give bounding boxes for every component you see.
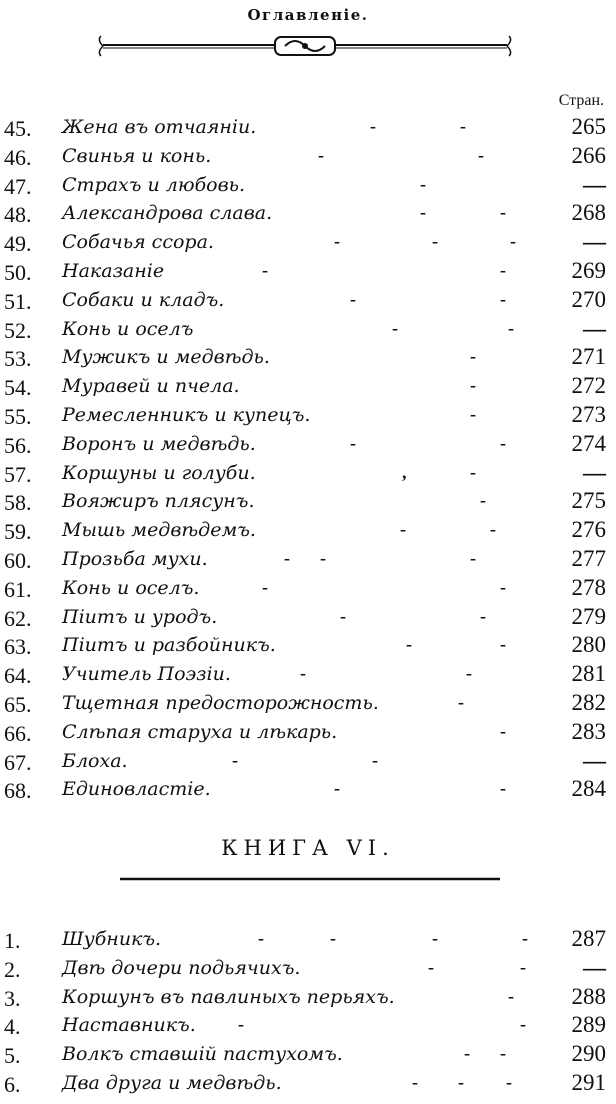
entry-page: 279 [571,603,606,629]
page-column-header: Стран. [558,92,604,109]
toc-entry [0,575,616,604]
entry-title: Собаки и кладъ. [62,288,225,311]
dot-leader: - [490,519,496,540]
dot-leader: - [500,432,506,453]
dot-leader: - [330,928,336,948]
entry-title: Піитъ и уродъ. [62,605,218,628]
dot-leader: - [372,749,378,770]
dot-leader: - [370,116,376,136]
dot-leader: - [500,720,506,741]
entry-number: 54. [4,375,32,401]
entry-number: 1. [4,928,21,953]
dot-leader: - [432,231,438,252]
toc-entry [0,719,616,748]
toc-entry [0,373,616,402]
entry-number: 60. [4,547,32,573]
entry-page: — [583,459,606,485]
entry-page: 287 [571,926,606,951]
dot-leader: - [500,1043,506,1064]
entry-title: Мышь медвѣдемъ. [62,519,256,542]
dot-leader: - [238,1014,244,1035]
entry-number: 2. [4,956,21,982]
toc-entry [0,748,616,777]
entry-title: Вояжиръ плясунъ. [62,490,255,513]
dot-leader: - [412,1071,418,1092]
entry-number: 52. [4,317,32,343]
dot-leader: - [232,749,238,770]
dot-leader: - [522,928,528,948]
entry-number: 64. [4,663,32,689]
entry-page: 280 [571,632,606,658]
entry-page: 265 [571,114,606,139]
toc-entry [0,344,616,373]
entry-title: Конь и оселъ. [62,576,200,599]
dot-leader: - [406,634,412,655]
dot-leader: - [340,605,346,626]
entry-number: 4. [4,1014,21,1040]
entry-page: 272 [571,373,606,399]
entry-title: Два друга и медвѣдь. [62,1071,282,1094]
toc-entry [0,402,616,431]
toc-entry [0,604,616,633]
entry-page: 281 [571,661,606,687]
dot-leader: - [464,1043,470,1064]
dot-leader: - [334,778,340,799]
toc-entry [0,546,616,575]
toc-entry [0,172,616,201]
entry-page: 275 [571,488,606,514]
entry-page: 289 [571,1012,606,1038]
entry-number: 49. [4,231,32,257]
entry-title: Коршунъ въ павлиныхъ перьяхъ. [62,985,395,1008]
toc-entry [0,258,616,287]
dot-leader: - [420,173,426,194]
entry-page: 282 [571,689,606,715]
dot-leader: - [420,202,426,223]
contents-list-book-vi [0,926,616,1099]
entry-page: 271 [571,344,606,370]
entry-page: 284 [571,776,606,802]
entry-number: 46. [4,144,32,170]
toc-entry [0,287,616,316]
entry-title: Двѣ дочери подьячихъ. [62,956,301,979]
entry-number: 56. [4,432,32,458]
entry-page: — [583,954,606,980]
entry-page: 268 [571,200,606,226]
toc-entry [0,632,616,661]
entry-number: 67. [4,749,32,775]
entry-title: Прозьба мухи. [62,547,208,570]
dot-leader: - [500,288,506,309]
entry-number: 5. [4,1043,21,1069]
section-rule [120,874,500,884]
dot-leader: - [500,259,506,280]
dot-leader: - [520,1014,526,1035]
entry-page: — [583,229,606,255]
entry-number: 65. [4,691,32,717]
toc-entry [0,1070,616,1099]
dot-leader: - [466,663,472,684]
dot-leader: - [508,317,514,338]
toc-entry [0,955,616,984]
toc-entry [0,200,616,229]
dot-leader: - [500,634,506,655]
header-ornament [95,34,515,58]
entry-number: 45. [4,116,32,141]
dot-leader: - [520,956,526,977]
dot-leader: - [392,317,398,338]
entry-title: Шубникъ. [62,928,162,950]
dot-leader: - [284,547,290,568]
dot-leader: - [300,663,306,684]
toc-entry [0,984,616,1013]
entry-title: Ремесленникъ и купецъ. [62,403,311,426]
toc-entry [0,431,616,460]
dot-leader: - [470,461,476,482]
toc-entry [0,143,616,172]
dot-leader: - [334,231,340,252]
toc-entry [0,488,616,517]
toc-entry [0,460,616,489]
entry-title: Слѣпая старуха и лѣкарь. [62,720,338,743]
entry-title: Единовластіе. [62,778,211,801]
entry-page: 274 [571,430,606,456]
entry-number: 59. [4,519,32,545]
entry-title: Страхъ и любовь. [62,173,246,196]
dot-leader: - [320,547,326,568]
dot-leader: - [458,1071,464,1092]
entry-title: Тщетная предосторожность. [62,691,379,714]
entry-number: 58. [4,490,32,516]
dot-leader: - [262,259,268,280]
toc-entry [0,316,616,345]
dot-leader: - [258,928,264,948]
contents-list [0,114,616,805]
entry-number: 66. [4,720,32,746]
entry-page: 291 [571,1069,606,1095]
dot-leader: - [478,144,484,165]
toc-entry [0,776,616,805]
entry-title: Александрова слава. [62,202,273,225]
entry-number: 51. [4,288,32,314]
entry-title: Собачья ссора. [62,231,214,254]
dot-leader: - [318,144,324,165]
dot-leader: - [508,985,514,1006]
entry-page: 276 [571,517,606,543]
dot-leader: , [402,461,407,482]
entry-number: 55. [4,403,32,429]
entry-page: 273 [571,401,606,427]
entry-page: 290 [571,1041,606,1067]
dot-leader: - [500,202,506,223]
entry-number: 63. [4,634,32,660]
entry-title: Блоха. [62,749,128,772]
dot-leader: - [458,691,464,712]
entry-title: Наказаніе [62,259,165,282]
entry-number: 53. [4,346,32,372]
dot-leader: - [400,519,406,540]
book-heading: КНИГА VI. [221,836,395,860]
entry-title: Мужикъ и медвѣдь. [62,346,270,369]
entry-page: 269 [571,257,606,283]
toc-entry [0,1012,616,1041]
dot-leader: - [506,1071,512,1092]
dot-leader: - [470,547,476,568]
entry-number: 61. [4,576,32,602]
dot-leader: - [480,605,486,626]
entry-title: Піитъ и разбойникъ. [62,634,276,657]
dot-leader: - [470,346,476,367]
entry-title: Жена въ отчаяніи. [62,116,257,138]
entry-page: 283 [571,718,606,744]
dot-leader: - [500,576,506,597]
entry-page: 266 [571,142,606,168]
toc-entry [0,517,616,546]
dot-leader: - [350,432,356,453]
entry-title: Наставникъ. [62,1014,196,1037]
dot-leader: - [262,576,268,597]
dot-leader: - [480,490,486,511]
entry-page: 288 [571,983,606,1009]
entry-number: 68. [4,778,32,804]
entry-number: 3. [4,985,21,1011]
entry-number: 6. [4,1071,21,1097]
toc-entry [0,926,616,955]
entry-page: — [583,747,606,773]
toc-entry [0,1041,616,1070]
entry-page: 270 [571,286,606,312]
dot-leader: - [510,231,516,252]
dot-leader: - [460,116,466,136]
entry-title: Муравей и пчела. [62,375,240,398]
toc-entry [0,661,616,690]
entry-page: — [583,171,606,197]
entry-number: 57. [4,461,32,487]
dot-leader: - [428,956,434,977]
entry-title: Учитель Поэзіи. [62,663,231,686]
toc-entry [0,114,616,143]
dot-leader: - [470,403,476,424]
entry-page: — [583,315,606,341]
entry-number: 62. [4,605,32,631]
entry-title: Конь и оселъ [62,317,194,340]
dot-leader: - [432,928,438,948]
toc-entry [0,229,616,258]
running-title: Оглавленіе. [247,6,369,24]
toc-entry [0,690,616,719]
entry-title: Свинья и конь. [62,144,212,167]
entry-title: Воронъ и медвѣдь. [62,432,256,455]
dot-leader: - [470,375,476,396]
dot-leader: - [350,288,356,309]
entry-number: 50. [4,259,32,285]
entry-number: 48. [4,202,32,228]
dot-leader: - [500,778,506,799]
entry-page: 277 [571,545,606,571]
entry-title: Коршуны и голуби. [62,461,256,484]
entry-title: Волкъ ставшій пастухомъ. [62,1043,343,1066]
entry-number: 47. [4,173,32,199]
entry-page: 278 [571,574,606,600]
